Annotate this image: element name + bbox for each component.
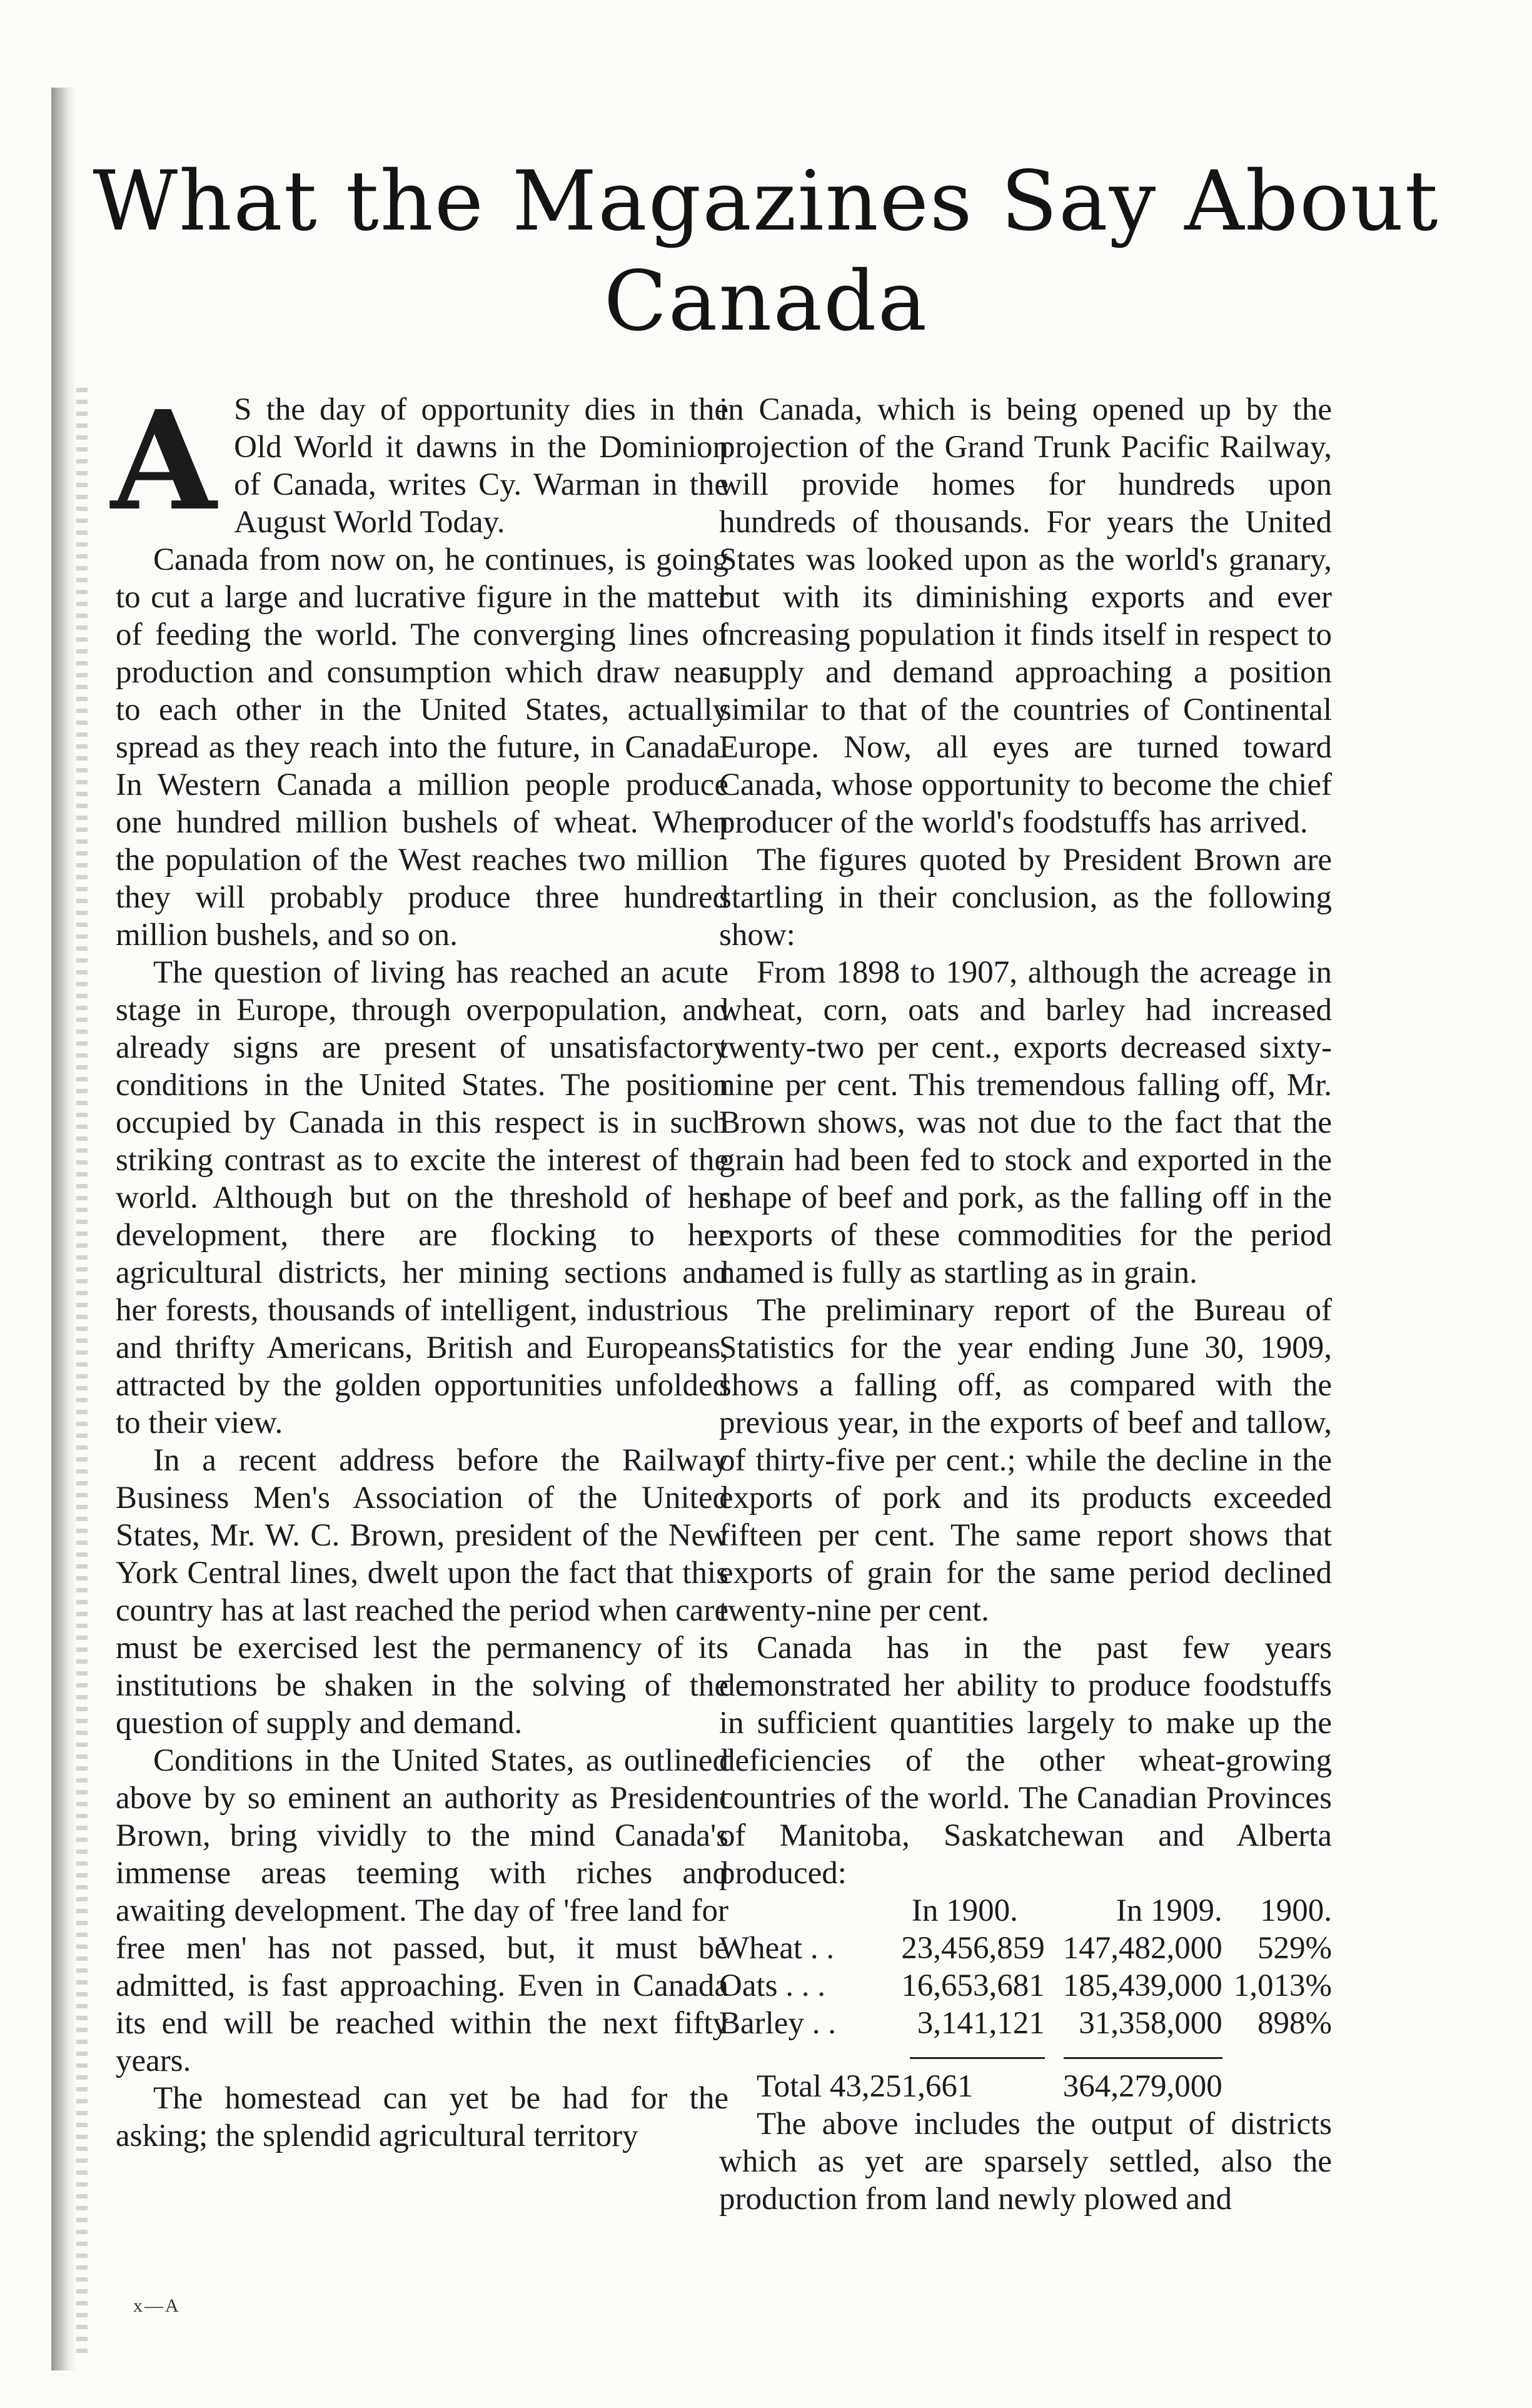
produce-table-header [719, 1892, 1332, 1930]
article-title-line-2: Canada [603, 253, 929, 350]
header-1909: In 1909. [1116, 1893, 1222, 1928]
header-1900: In 1900. [911, 1893, 1018, 1928]
total-row [719, 2059, 1332, 2105]
right-paragraph-4: The preliminary report of the Bureau of Statistics for the year ending June 30, 1909, shows a falling off, as compared with the previous year, in the exports of beef and tallow, of thirty-five per cent.; while the decline in the exports of pork and its products exceeded fifteen per cent. The same report shows that exports of grain for the same period declined twenty-nine per cent. [719, 1293, 1332, 1628]
crop-name: Wheat . . [719, 1931, 835, 1966]
total-label: Total [757, 2069, 822, 2104]
table-row [719, 1930, 1332, 1967]
right-paragraph-1: in Canada, which is being opened up by the projection of the Grand Trunk Pacific Railway, will provide homes for hundreds upon hundreds of thousands. For years the United States was looked upon as the world's granary, but with its diminishing exports and ever increasing population it finds itself in respect to supply and demand approaching a position similar to that of the countries of Continental Europe. Now, all eyes are turned toward Canada, whose opportunity to become the chief producer of the world's foodstuffs has arrived. [719, 392, 1332, 840]
value-increase: 529% [1257, 1931, 1332, 1966]
table-row [719, 1967, 1332, 2005]
scan-binding-edge [51, 88, 76, 2370]
value-increase: 1,013% [1233, 1968, 1332, 2003]
left-paragraph-1-text: S the day of opportunity dies in the Old World it dawns in the Dominion of Canada, writes Cy. Warman in the August World Today. [234, 392, 728, 540]
right-paragraph-2: The figures quoted by President Brown are startling in their conclusion, as the following show: [719, 842, 1332, 953]
left-paragraph-6: The homestead can yet be had for the asking; the splendid agricultural territory [116, 2081, 728, 2153]
value-1900: 23,456,859 [901, 1931, 1045, 1966]
value-1909: 185,439,000 [1062, 1968, 1222, 2003]
total-1900: 43,251,661 [829, 2069, 974, 2104]
left-column [111, 381, 728, 2155]
crop-name: Oats . . . [719, 1968, 825, 2003]
drop-cap: A [111, 381, 217, 541]
value-1900: 16,653,681 [901, 1968, 1045, 2003]
closing-paragraph: The above includes the output of districts which as yet are sparsely settled, also the production from land newly plowed and [719, 2107, 1332, 2217]
value-1909: 147,482,000 [1062, 1931, 1222, 1966]
right-paragraph-5: Canada has in the past few years demonstrated her ability to produce foodstuffs in sufficient quantities largely to make up the deficiencies of the other wheat-growing countries of the world. The Canadian Provinces of Manitoba, Saskatchewan and Alberta produced: [719, 1631, 1332, 1891]
crop-name: Barley . . [719, 2006, 836, 2041]
left-paragraph-5: Conditions in the United States, as outlined above by so eminent an authority as President Brown, bring vividly to the mind Canada's immense areas teeming with riches and awaiting development. The day of 'free land for free men' has not passed, but, it must be admitted, is fast approaching. Even in Canada its end will be reached within the next fifty years. [116, 1743, 728, 2078]
left-paragraph-3: The question of living has reached an acute stage in Europe, through overpopulation, and already signs are present of unsatisfactory conditions in the United States. The position occupied by Canada in this respect is in such striking contrast as to excite the interest of the world. Although but on the threshold of her development, there are flocking to her agricultural districts, her mining sections and her forests, thousands of intelligent, industrious and thrifty Americans, British and Europeans, attracted by the golden opportunities unfolded to their view. [116, 955, 728, 1440]
total-1909: 364,279,000 [1062, 2069, 1222, 2104]
signature-mark: x—A [133, 2295, 181, 2316]
value-1909: 31,358,000 [1079, 2006, 1222, 2041]
total-cell [719, 2059, 1045, 2105]
scan-binding-shadow [76, 388, 88, 2358]
left-paragraph-2: Canada from now on, he continues, is going to cut a large and lucrative figure in the matter of feeding the world. The converging lines of production and consumption which draw near to each other in the United States, actually spread as they reach into the future, in Canada. In Western Canada a million people produce one hundred million bushels of wheat. When the population of the West reaches two million they will probably produce three hundred million bushels, and so on. [116, 542, 728, 953]
value-1900: 3,141,121 [917, 2006, 1045, 2041]
header-increase: 1900. [1260, 1893, 1332, 1928]
table-row [719, 2005, 1332, 2042]
value-increase: 898% [1257, 2006, 1332, 2041]
produce-table [719, 1892, 1332, 2105]
article-title-line-1: What the Magazines Say About [93, 153, 1439, 250]
sum-rule-row [719, 2042, 1332, 2059]
right-column [719, 391, 1332, 2218]
right-paragraph-3: From 1898 to 1907, although the acreage in wheat, corn, oats and barley had increased twenty-two per cent., exports decreased sixty-nine per cent. This tremendous falling off, Mr. Brown shows, was not due to the fact that the grain had been fed to stock and exported in the shape of beef and pork, as the falling off in the exports of these commodities for the period named is fully as startling as in grain. [719, 955, 1332, 1290]
left-paragraph-4: In a recent address before the Railway Business Men's Association of the United States, Mr. W. C. Brown, president of the New York Central lines, dwelt upon the fact that this country has at last reached the period when care must be exercised lest the permanency of its institutions be shaken in the solving of the question of supply and demand. [116, 1443, 728, 1741]
left-paragraph-1 [111, 381, 728, 541]
